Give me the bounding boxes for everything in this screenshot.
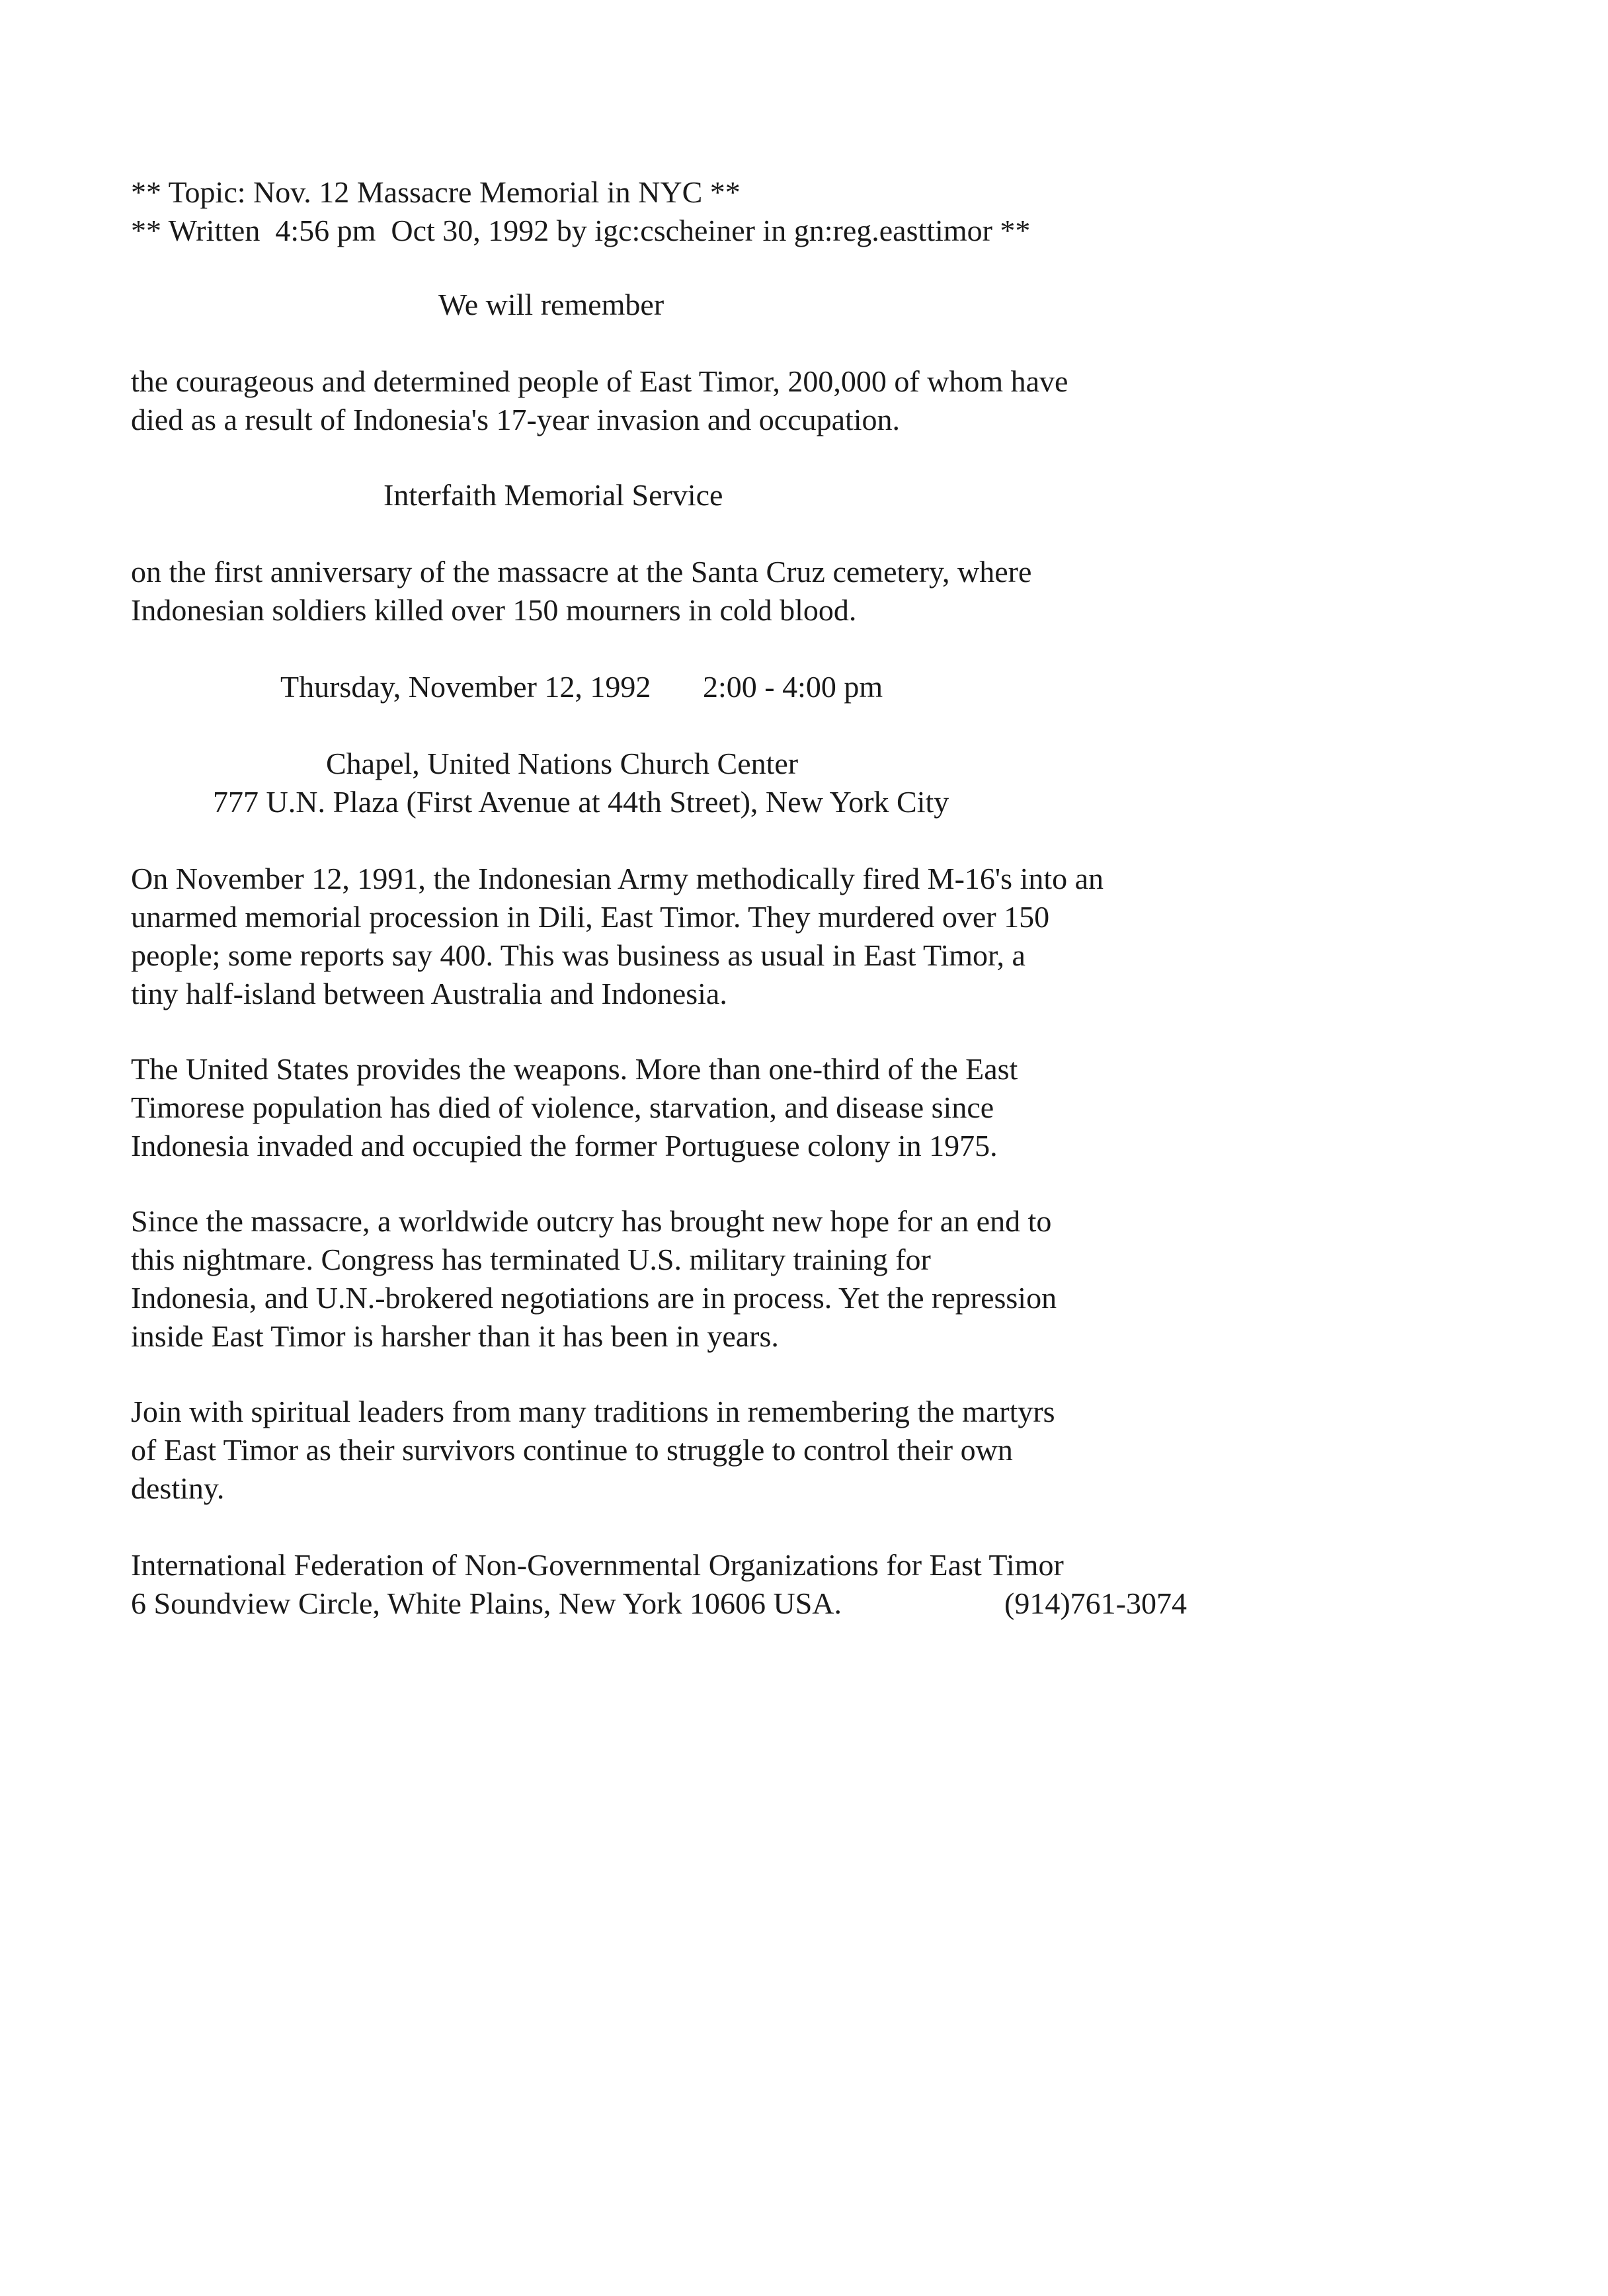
service-heading: Interfaith Memorial Service <box>383 478 723 512</box>
footer-organization: International Federation of Non-Governmental Organizations for East Timor <box>131 1548 1064 1582</box>
paragraph-line: Indonesia invaded and occupied the former Portuguese colony in 1975. <box>131 1129 998 1163</box>
topic-line: ** Topic: Nov. 12 Massacre Memorial in NYC ** <box>131 175 741 209</box>
paragraph-line: of East Timor as their survivors continue to struggle to control their own <box>131 1433 1013 1467</box>
service-paragraph <box>131 553 1031 630</box>
footer-phone: (914)761-3074 <box>1004 1586 1187 1620</box>
paragraph-line: the courageous and determined people of East Timor, 200,000 of whom have <box>131 364 1068 398</box>
paragraph-line: Timorese population has died of violence, starvation, and disease since <box>131 1090 994 1124</box>
paragraph-line: on the first anniversary of the massacre at the Santa Cruz cemetery, where <box>131 555 1032 589</box>
footer-address: 6 Soundview Circle, White Plains, New York 10606 USA. <box>131 1586 842 1620</box>
paragraph-line: Join with spiritual leaders from many traditions in remembering the martyrs <box>131 1395 1055 1428</box>
paragraph-line: this nightmare. Congress has terminated U.S. military training for <box>131 1243 931 1276</box>
remember-paragraph <box>131 362 1068 439</box>
event-address: 777 U.N. Plaza (First Avenue at 44th Street), New York City <box>213 785 949 819</box>
event-venue: Chapel, United Nations Church Center <box>326 747 799 780</box>
paragraph-line: tiny half-island between Australia and Indonesia. <box>131 977 727 1010</box>
paragraph-line: Indonesian soldiers killed over 150 mourners in cold blood. <box>131 593 857 627</box>
body-paragraph-2 <box>131 1050 1018 1165</box>
event-date: Thursday, November 12, 1992 <box>280 670 651 704</box>
paragraph-line: unarmed memorial procession in Dili, East Timor. They murdered over 150 <box>131 900 1050 934</box>
body-paragraph-3 <box>131 1202 1057 1356</box>
written-line: ** Written 4:56 pm Oct 30, 1992 by igc:cscheiner in gn:reg.easttimor ** <box>131 214 1031 247</box>
paragraph-line: inside East Timor is harsher than it has been in years. <box>131 1319 779 1353</box>
paragraph-line: destiny. <box>131 1471 225 1505</box>
event-time: 2:00 - 4:00 pm <box>703 670 883 704</box>
paragraph-line: The United States provides the weapons. More than one-third of the East <box>131 1052 1018 1086</box>
remember-heading: We will remember <box>438 288 664 321</box>
paragraph-line: people; some reports say 400. This was business as usual in East Timor, a <box>131 938 1025 972</box>
paragraph-line: Since the massacre, a worldwide outcry has brought new hope for an end to <box>131 1204 1052 1238</box>
paragraph-line: Indonesia, and U.N.-brokered negotiations are in process. Yet the repression <box>131 1281 1057 1315</box>
paragraph-line: died as a result of Indonesia's 17-year invasion and occupation. <box>131 403 901 436</box>
paragraph-line: On November 12, 1991, the Indonesian Army methodically fired M-16's into an <box>131 862 1104 895</box>
body-paragraph-4 <box>131 1393 1055 1508</box>
body-paragraph-1 <box>131 860 1104 1013</box>
